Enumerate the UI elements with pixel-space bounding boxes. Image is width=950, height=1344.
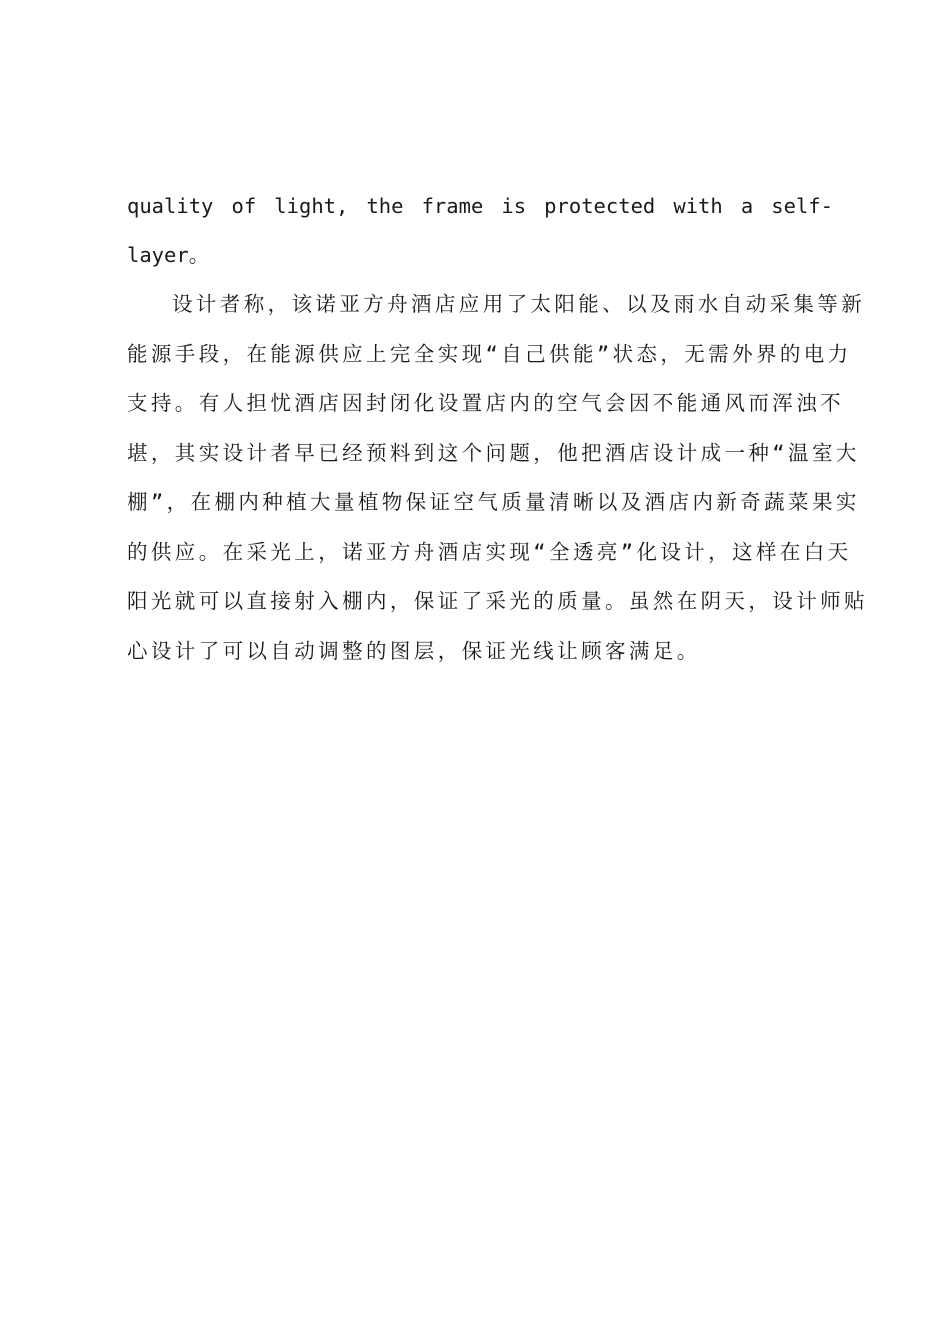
paragraph-line: 堪，其实设计者早已经预料到这个问题，他把酒店设计成一种“温室大 — [127, 441, 860, 465]
paragraph-line: 设计者称，该诺亚方舟酒店应用了太阳能、以及雨水自动采集等新 — [172, 292, 866, 316]
paragraph-line: layer。 — [127, 243, 210, 267]
paragraph-line: 的供应。在采光上，诺亚方舟酒店实现“全透亮”化设计，这样在白天 — [127, 540, 852, 564]
paragraph-line: quality of light, the frame is protected with a self- — [127, 194, 833, 218]
paragraph-line: 支持。有人担忧酒店因封闭化设置店内的空气会因不能通风而浑浊不 — [127, 391, 844, 415]
paragraph-line: 阳光就可以直接射入棚内，保证了采光的质量。虽然在阴天，设计师贴 — [127, 589, 868, 613]
paragraph-line: 能源手段，在能源供应上完全实现“自己供能”状态，无需外界的电力 — [127, 342, 852, 366]
paragraph-line: 心设计了可以自动调整的图层，保证光线让顾客满足。 — [127, 639, 701, 663]
paragraph-line: 棚”，在棚内种植大量植物保证空气质量清晰以及酒店内新奇蔬菜果实 — [127, 490, 860, 514]
